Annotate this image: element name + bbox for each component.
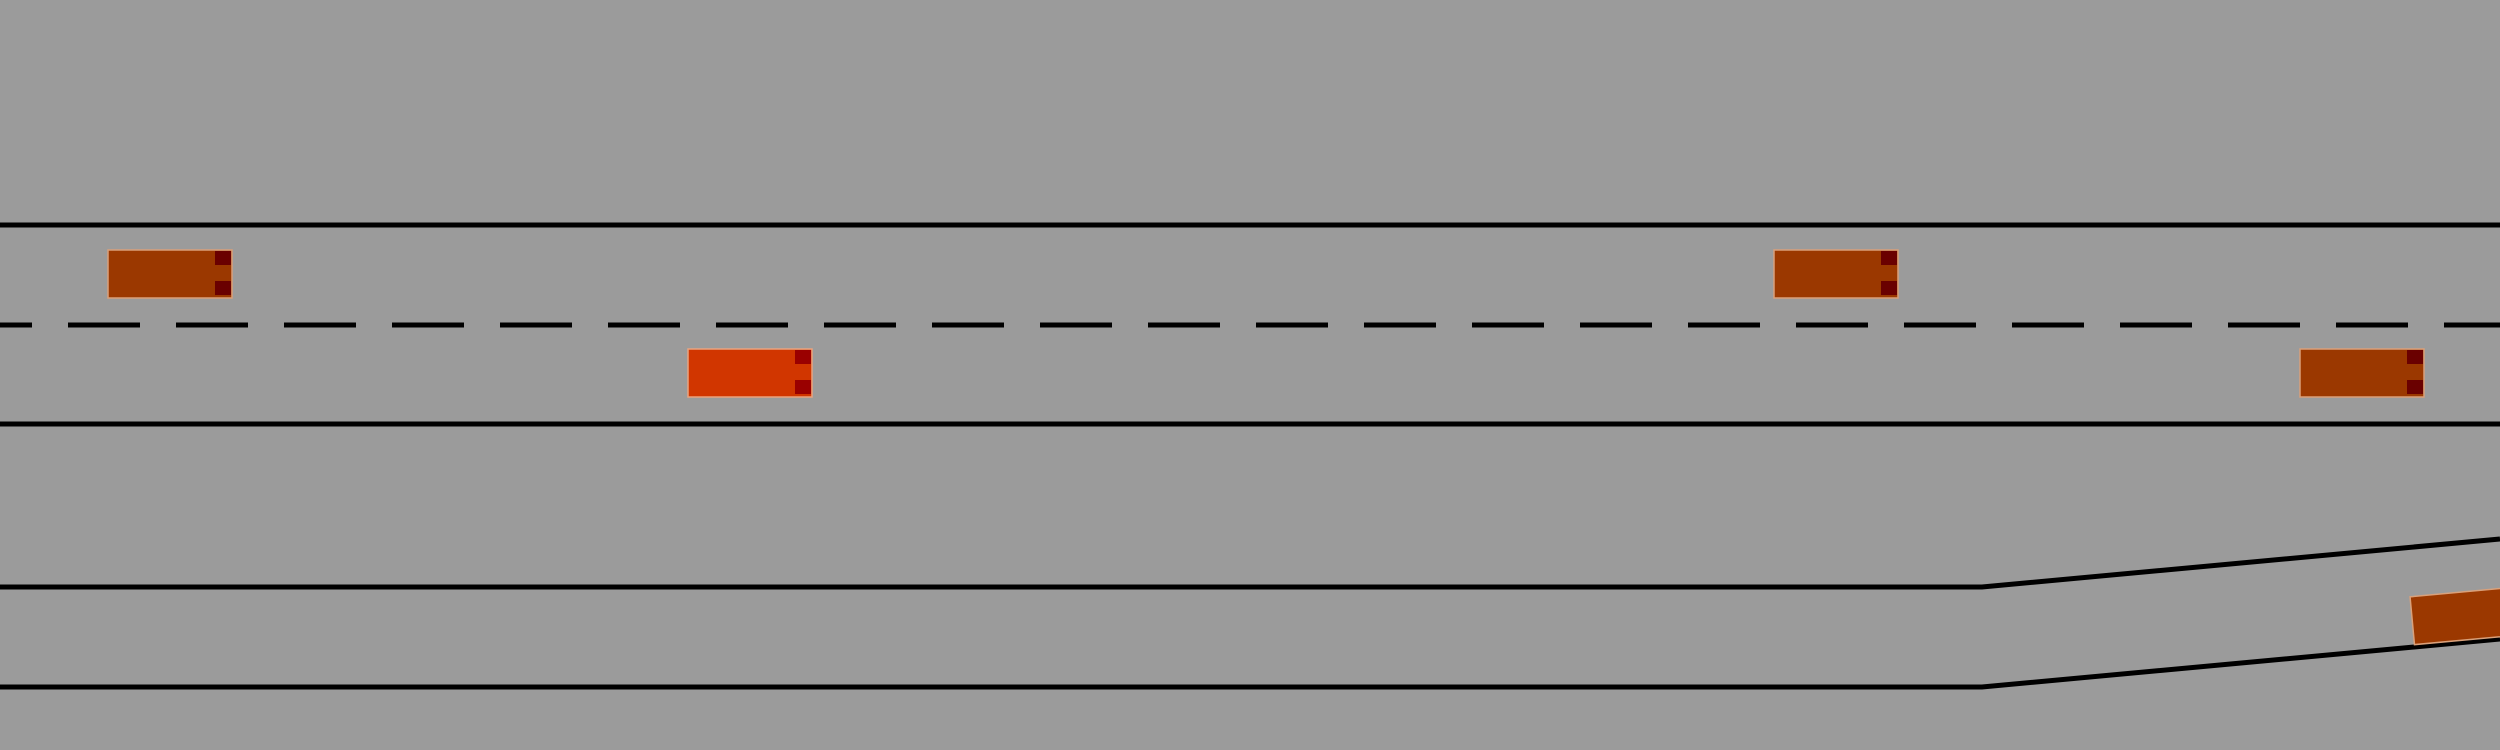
vehicle-other-2 xyxy=(1774,250,1898,298)
vehicle-light-top xyxy=(795,350,811,364)
vehicle-light-bottom xyxy=(795,380,811,394)
vehicle-light-top xyxy=(2407,350,2423,364)
vehicle-light-bottom xyxy=(215,281,231,295)
vehicle-other-3 xyxy=(2300,349,2424,397)
vehicle-light-top xyxy=(1881,251,1897,265)
vehicle-ego xyxy=(688,349,812,397)
vehicle-light-bottom xyxy=(2407,380,2423,394)
vehicle-light-top xyxy=(215,251,231,265)
vehicle-other-1 xyxy=(108,250,232,298)
vehicle-light-bottom xyxy=(1881,281,1897,295)
